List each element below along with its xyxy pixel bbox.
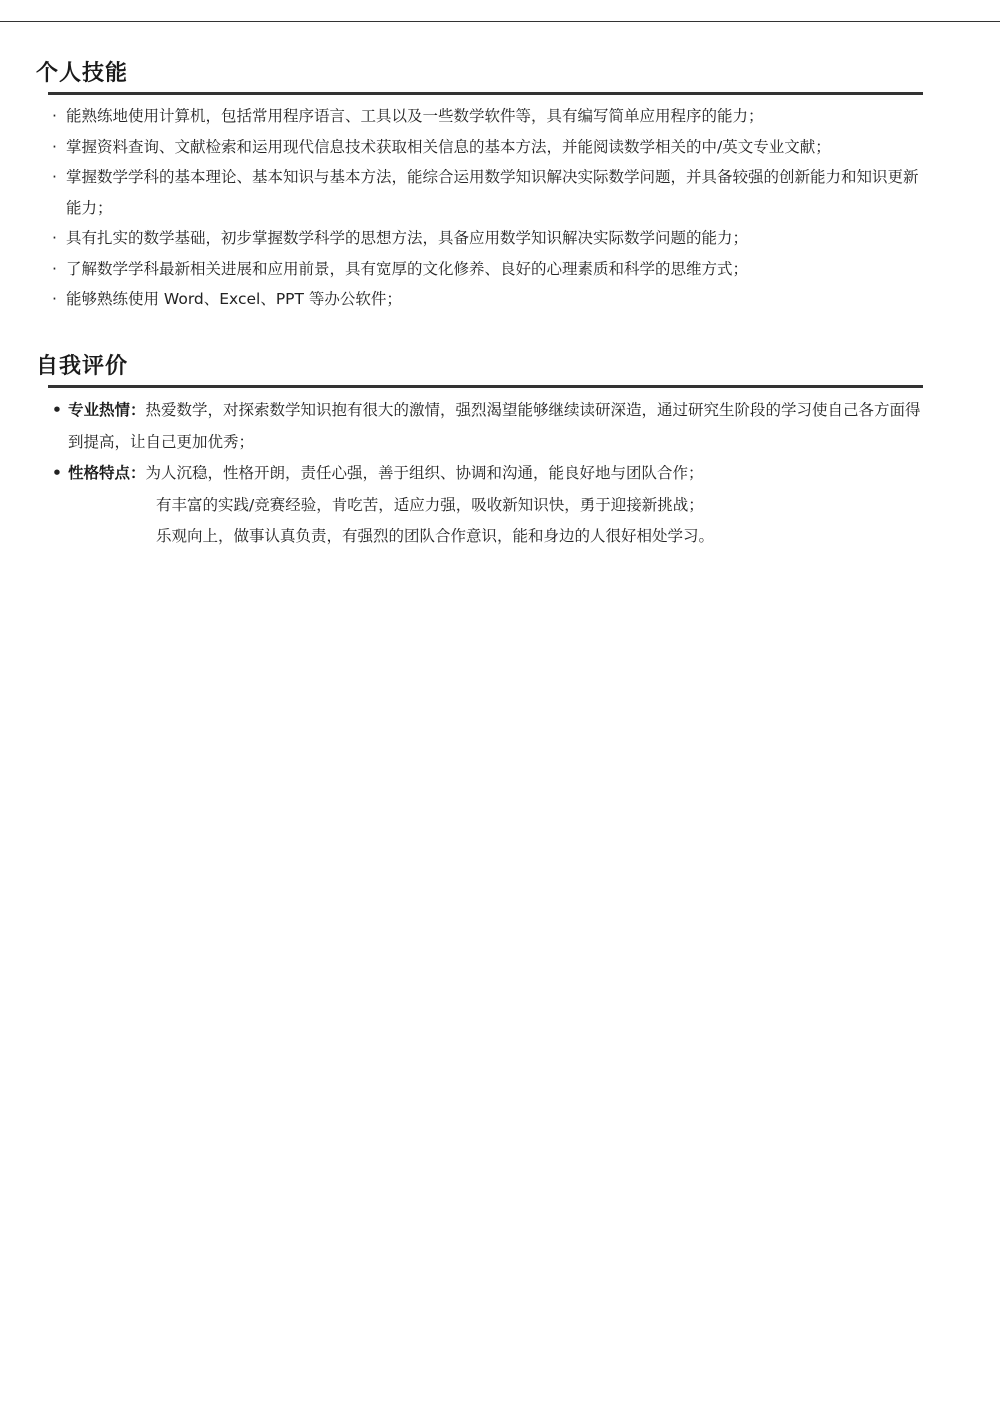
personality-label: 性格特点： — [68, 464, 146, 482]
evaluation-divider — [48, 385, 923, 388]
top-divider — [0, 21, 1000, 22]
bullet-dot: · — [52, 168, 57, 186]
skills-section — [36, 59, 923, 315]
skills-divider — [48, 92, 923, 95]
bullet-dot: · — [52, 229, 57, 247]
list-item — [52, 132, 923, 163]
skill-text: 具有扎实的数学基础，初步掌握数学科学的思想方法，具备应用数学知识解决实际数学问题的能力； — [66, 229, 749, 247]
bullet-dot: • — [52, 464, 62, 482]
bullet-dot: · — [52, 137, 57, 156]
skills-title: 个人技能 — [36, 61, 129, 86]
list-item — [52, 223, 923, 254]
passion-label: 专业热情： — [68, 401, 146, 419]
evaluation-title: 自我评价 — [36, 354, 129, 379]
list-item — [52, 284, 923, 315]
personality-line-3: 乐观向上，做事认真负责，有强烈的团队合作意识，能和身边的人很好相处学习。 — [156, 527, 715, 545]
skill-text: 掌握资料查询、文献检索和运用现代信息技术获取相关信息的基本方法，并能阅读数学相关的中/英文专业文献； — [66, 137, 831, 156]
passion-text: 热爱数学，对探索数学知识抱有很大的激情，强烈渴望能够继续读研深造，通过研究生阶段的学习使自己各方面得到提高，让自己更加优秀； — [68, 401, 921, 451]
bullet-dot: · — [52, 107, 57, 125]
skill-text: 掌握数学学科的基本理论、基本知识与基本方法，能综合运用数学知识解决实际数学问题，并具备较强的创新能力和知识更新能力； — [66, 168, 919, 217]
personality-line-2: 有丰富的实践/竞赛经验，肯吃苦，适应力强，吸收新知识快，勇于迎接新挑战； — [156, 495, 704, 514]
list-item — [52, 162, 923, 223]
list-item — [52, 395, 923, 458]
bullet-dot: • — [52, 401, 62, 419]
skill-text: 能够熟练使用 Word、Excel、PPT 等办公软件； — [66, 290, 402, 308]
list-item — [52, 101, 923, 132]
personality-line-1: 为人沉稳，性格开朗，责任心强，善于组织、协调和沟通，能良好地与团队合作； — [145, 464, 704, 482]
skill-text: 了解数学学科最新相关进展和应用前景，具有宽厚的文化修养、良好的心理素质和科学的思维方式； — [66, 259, 749, 278]
evaluation-list — [36, 395, 923, 553]
bullet-dot: · — [52, 290, 57, 308]
list-item — [52, 254, 923, 285]
evaluation-section — [36, 352, 923, 553]
skill-text: 能熟练地使用计算机，包括常用程序语言、工具以及一些数学软件等，具有编写简单应用程序的能力； — [66, 107, 764, 125]
list-item — [52, 458, 923, 553]
bullet-dot: · — [52, 259, 57, 278]
skills-list — [36, 101, 923, 315]
